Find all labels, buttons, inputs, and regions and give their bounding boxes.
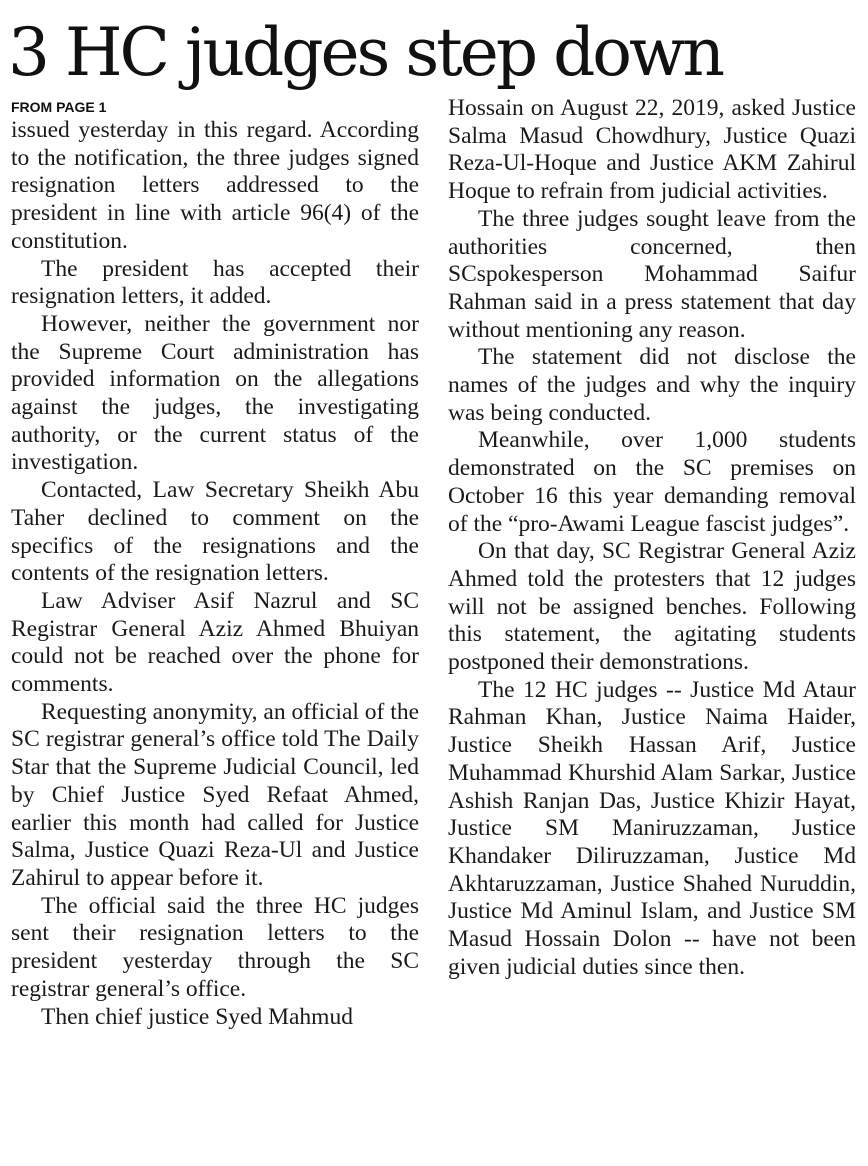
headline: 3 HC judges step down [8,14,723,91]
paragraph: The official said the three HC judges sent their resignation letters to the president yesterday through the SC registrar general’s office. [11,892,419,1002]
article-column-right [448,95,856,982]
article-column-left [11,96,419,1031]
paragraph: The statement did not disclose the names of the judges and why the inquiry was being conducted. [448,344,856,426]
paragraph: Law Adviser Asif Nazrul and SC Registrar General Aziz Ahmed Bhuiyan could not be reached over the phone for comments. [11,587,419,698]
paragraph: On that day, SC Registrar General Aziz Ahmed told the protesters that 12 judges will not be assigned benches. Following this statement, the agitating students postponed their demonstrations. [448,538,856,676]
paragraph: The three judges sought leave from the authorities concerned, then SCspokesperson Mohammad Saifur Rahman said in a press statement that day without mentioning any reason. [448,205,856,343]
paragraph: Contacted, Law Secretary Sheikh Abu Taher declined to comment on the specifics of the resignations and the contents of the resignation letters. [11,477,419,587]
continuation-kicker: FROM PAGE 1 [11,99,107,115]
paragraph: Then chief justice Syed Mahmud [41,1003,353,1030]
paragraph: Hossain on August 22, 2019, asked Justice Salma Masud Chowdhury, Justice Quazi Reza-Ul-Hoque and Justice AKM Zahirul Hoque to refrain from judicial activities. [448,95,856,205]
paragraph: The 12 HC judges -- Justice Md Ataur Rahman Khan, Justice Naima Haider, Justice Sheikh Hassan Arif, Justice Muhammad Khurshid Alam Sarkar, Justice Ashish Ranjan Das, Justice Khizir Hayat, Justice SM Maniruzzaman, Justice Khandaker Diliruzzaman, Justice Md Akhtaruzzaman, Justice Shahed Nuruddin, Justice Md Aminul Islam, and Justice SM Masud Hossain Dolon -- have not been given judicial duties since then. [448,676,856,980]
paragraph: Meanwhile, over 1,000 students demonstrated on the SC premises on October 16 this year demanding removal of the “pro-Awami League fascist judges”. [448,427,856,537]
paragraph: However, neither the government nor the Supreme Court administration has provided information on the allegations against the judges, the investigating authority, or the current status of the investigation. [11,310,419,476]
paragraph: issued yesterday in this regard. According to the notification, the three judges signed resignation letters addressed to the president in line with article 96(4) of the constitution. [11,117,419,254]
paragraph: The president has accepted their resignation letters, it added. [11,255,419,310]
paragraph: Requesting anonymity, an official of the SC registrar general’s office told The Daily Star that the Supreme Judicial Council, led by Chief Justice Syed Refaat Ahmed, earlier this month had called for Justice Salma, Justice Quazi Reza-Ul and Justice Zahirul to appear before it. [11,698,419,891]
